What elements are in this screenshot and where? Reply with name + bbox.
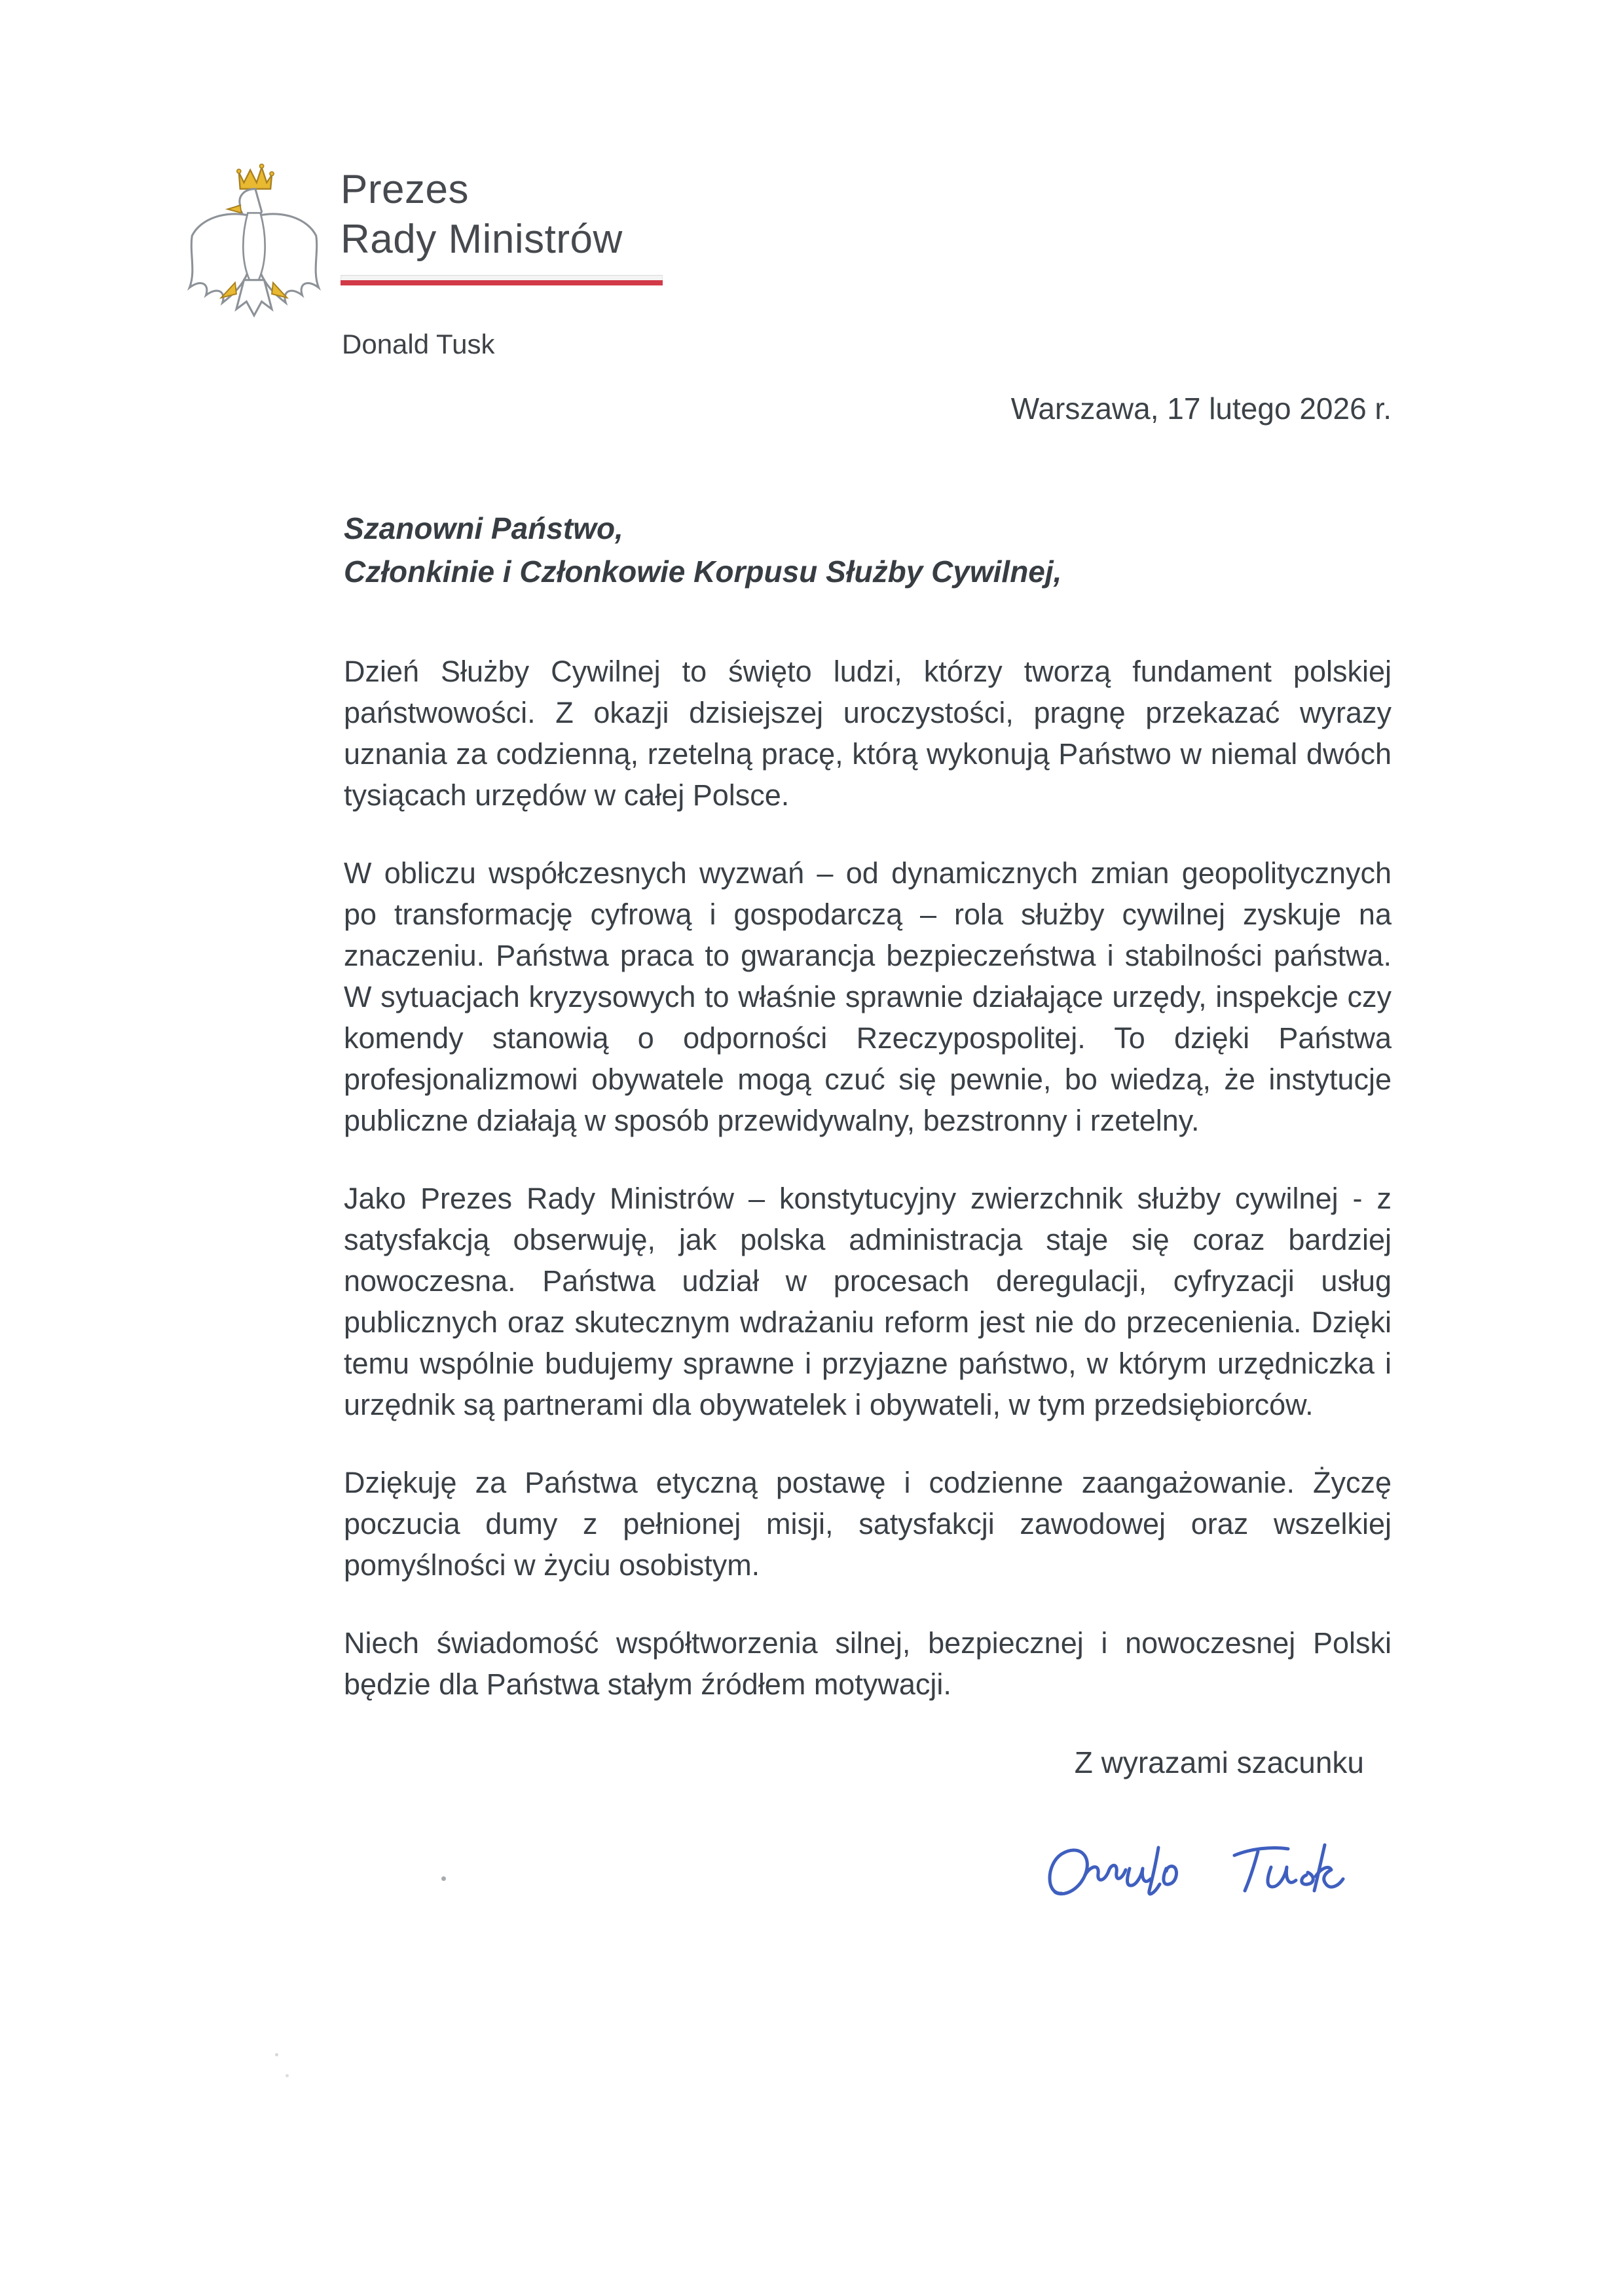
polish-flag-bar: [341, 275, 663, 285]
sender-name: Donald Tusk: [342, 329, 495, 359]
scan-artifact-dot: [286, 2074, 289, 2077]
signature-block: [344, 1825, 1392, 1927]
dateline: Warszawa, 17 lutego 2026 r.: [1010, 392, 1392, 426]
letterhead-title: [341, 165, 663, 285]
closing-phrase: Z wyrazami szacunku: [1074, 1745, 1364, 1779]
salutation-line1: Szanowni Państwo,: [344, 511, 623, 545]
body-paragraph-3: Jako Prezes Rady Ministrów – konstytucyjny zwierzchnik służby cywilnej - z satysfakcją obserwuję, jak polska administracja staje się coraz bardziej nowoczesna. Państwa udział w procesach deregulacji, cyfryzacji usług publicznych oraz skutecznym wdrażaniu reform jest nie do przecenienia. Dzięki temu wspólnie budujemy sprawne i przyjazne państwo, w którym urzędniczka i urzędnik są partnerami dla obywatelek i obywateli, w tym przedsiębiorców.: [344, 1182, 1392, 1421]
body-paragraph-4: Dziękuję za Państwa etyczną postawę i codzienne zaangażowanie. Życzę poczucia dumy z pełnionej misji, satysfakcji zawodowej oraz wszelkiej pomyślności w życiu osobistym.: [344, 1466, 1392, 1582]
handwritten-signature: [1038, 1825, 1392, 1923]
flag-white-stripe: [341, 275, 663, 280]
body-paragraph-1: Dzień Służby Cywilnej to święto ludzi, którzy tworzą fundament polskiej państwowości. Z okazji dzisiejszej uroczystości, pragnę przekazać wyrazy uznania za codzienną, rzetelną pracę, którą wykonują Państwo w niemal dwóch tysiącach urzędów w całej Polsce.: [344, 655, 1392, 812]
scan-artifact-dot: [275, 2053, 278, 2056]
polish-eagle-emblem: [178, 155, 330, 319]
scan-artifact-dot: [441, 1876, 446, 1881]
flag-red-stripe: [341, 280, 663, 285]
body-paragraph-5: Niech świadomość współtworzenia silnej, bezpiecznej i nowoczesnej Polski będzie dla Państwa stałym źródłem motywacji.: [344, 1626, 1392, 1701]
salutation-line2: Członkinie i Członkowie Korpusu Służby Cywilnej,: [344, 555, 1062, 589]
body-paragraph-2: W obliczu współczesnych wyzwań – od dynamicznych zmian geopolitycznych po transformację cyfrową i gospodarczą – rola służby cywilnej zyskuje na znaczeniu. Państwa praca to gwarancja bezpieczeństwa i stabilności państwa. W sytuacjach kryzysowych to właśnie sprawnie działające urzędy, inspekcje czy komendy stanowią o odporności Rzeczypospolitej. To dzięki Państwa profesjonalizmowi obywatele mogą czuć się pewnie, bo wiedzą, że instytucje publiczne działają w sposób przewidywalny, bezstronny i rzetelny.: [344, 856, 1392, 1137]
letter-content: [344, 388, 1392, 1927]
letterhead-title-line2: Rady Ministrów: [341, 217, 623, 262]
letterhead-title-line1: Prezes: [341, 167, 469, 212]
salutation: [344, 507, 1392, 593]
